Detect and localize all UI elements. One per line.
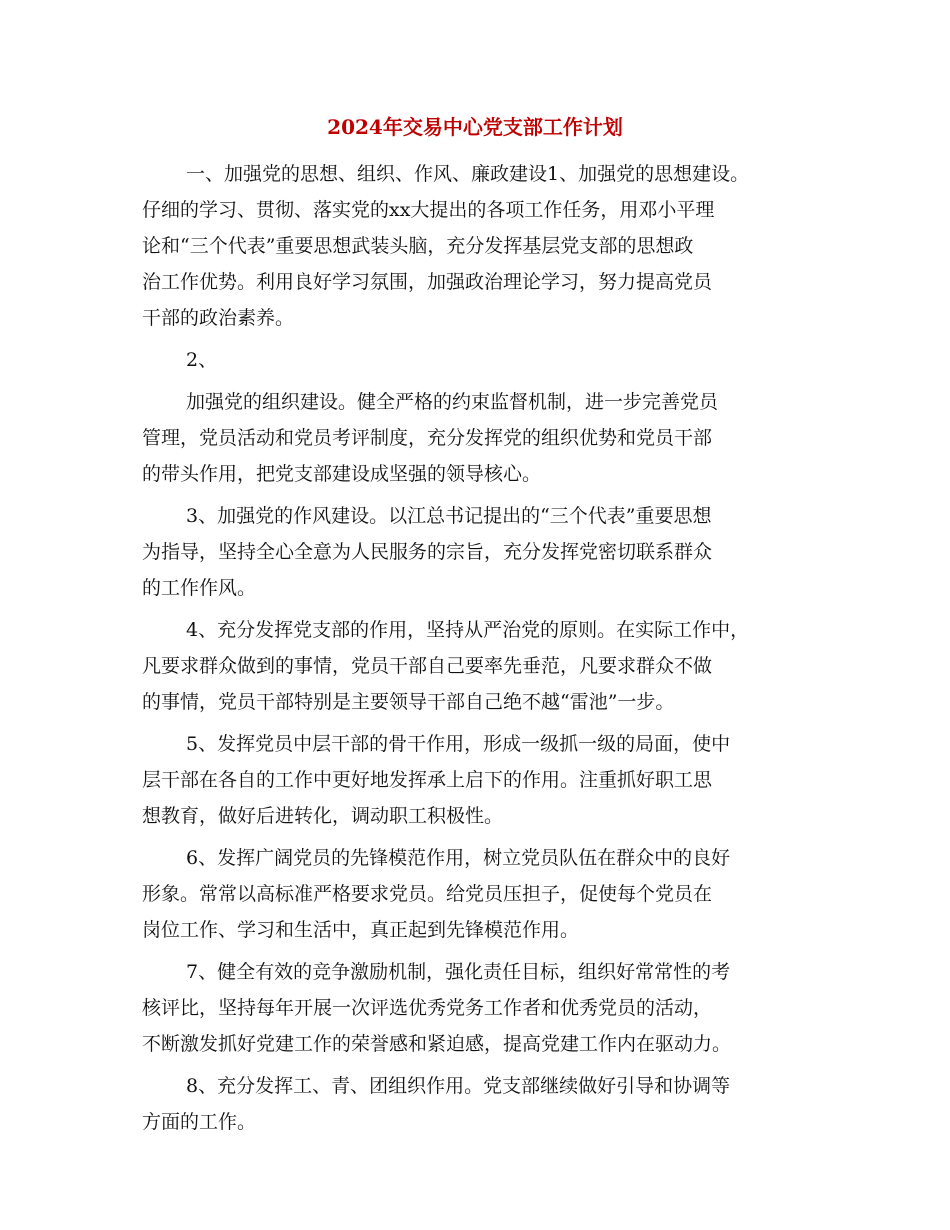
paragraph-line: 想教育，做好后进转化，调动职工积极性。 (142, 805, 504, 827)
paragraph (142, 498, 842, 606)
document-title: 2024年交易中心党支部工作计划 (327, 115, 623, 139)
paragraph-line: 岗位工作、学习和生活中，真正起到先锋模范作用。 (142, 919, 580, 941)
paragraph-line: 5、发挥党员中层干部的骨干作用，形成一级抓一级的局面，使中 (186, 733, 731, 755)
paragraph-line: 3、加强党的作风建设。以江总书记提出的“三个代表”重要思想 (186, 505, 712, 527)
paragraph (142, 342, 842, 378)
paragraph-line: 形象。常常以高标准严格要求党员。给党员压担子，促使每个党员在 (142, 883, 713, 905)
paragraph-line: 4、充分发挥党支部的作用，坚持从严治党的原则。在实际工作中， (186, 619, 750, 641)
paragraph-line: 论和“三个代表”重要思想武装头脑，充分发挥基层党支部的思想政 (142, 235, 694, 257)
paragraph-line: 的事情，党员干部特别是主要领导干部自己绝不越“雷池”一步。 (142, 691, 675, 713)
paragraph-line: 2、 (186, 349, 218, 371)
paragraph-line: 的带头作用，把党支部建设成坚强的领导核心。 (142, 463, 542, 485)
paragraph-line: 一、加强党的思想、组织、作风、廉政建设1、加强党的思想建设。 (186, 163, 750, 185)
paragraph-line: 8、充分发挥工、青、团组织作用。党支部继续做好引导和协调等 (186, 1075, 731, 1097)
paragraph-line: 为指导，坚持全心全意为人民服务的宗旨，充分发挥党密切联系群众 (142, 541, 713, 563)
paragraph (142, 156, 842, 336)
paragraph (142, 726, 842, 834)
paragraph-line: 的工作作风。 (142, 577, 257, 599)
document-body (142, 156, 842, 1146)
paragraph (142, 840, 842, 948)
paragraph (142, 612, 842, 720)
paragraph-line: 凡要求群众做到的事情，党员干部自己要率先垂范，凡要求群众不做 (142, 655, 713, 677)
paragraph-line: 6、发挥广阔党员的先锋模范作用，树立党员队伍在群众中的良好 (186, 847, 731, 869)
paragraph-line: 7、健全有效的竞争激励机制，强化责任目标，组织好常常性的考 (186, 961, 731, 983)
paragraph-line: 管理，党员活动和党员考评制度，充分发挥党的组织优势和党员干部 (142, 427, 713, 449)
paragraph-line: 仔细的学习、贯彻、落实党的xx大提出的各项工作任务，用邓小平理 (142, 199, 715, 221)
paragraph-line: 层干部在各自的工作中更好地发挥承上启下的作用。注重抓好职工思 (142, 769, 713, 791)
paragraph-line: 干部的政治素养。 (142, 307, 295, 329)
paragraph-line: 不断激发抓好党建工作的荣誉感和紧迫感，提高党建工作内在驱动力。 (142, 1033, 732, 1055)
paragraph-line: 加强党的组织建设。健全严格的约束监督机制，进一步完善党员 (186, 391, 719, 413)
paragraph (142, 1068, 842, 1140)
paragraph-line: 治工作优势。利用良好学习氛围，加强政治理论学习，努力提高党员 (142, 271, 713, 293)
paragraph-line: 方面的工作。 (142, 1111, 257, 1133)
paragraph (142, 384, 842, 492)
paragraph (142, 954, 842, 1062)
paragraph-line: 核评比，坚持每年开展一次评选优秀党务工作者和优秀党员的活动， (142, 997, 713, 1019)
